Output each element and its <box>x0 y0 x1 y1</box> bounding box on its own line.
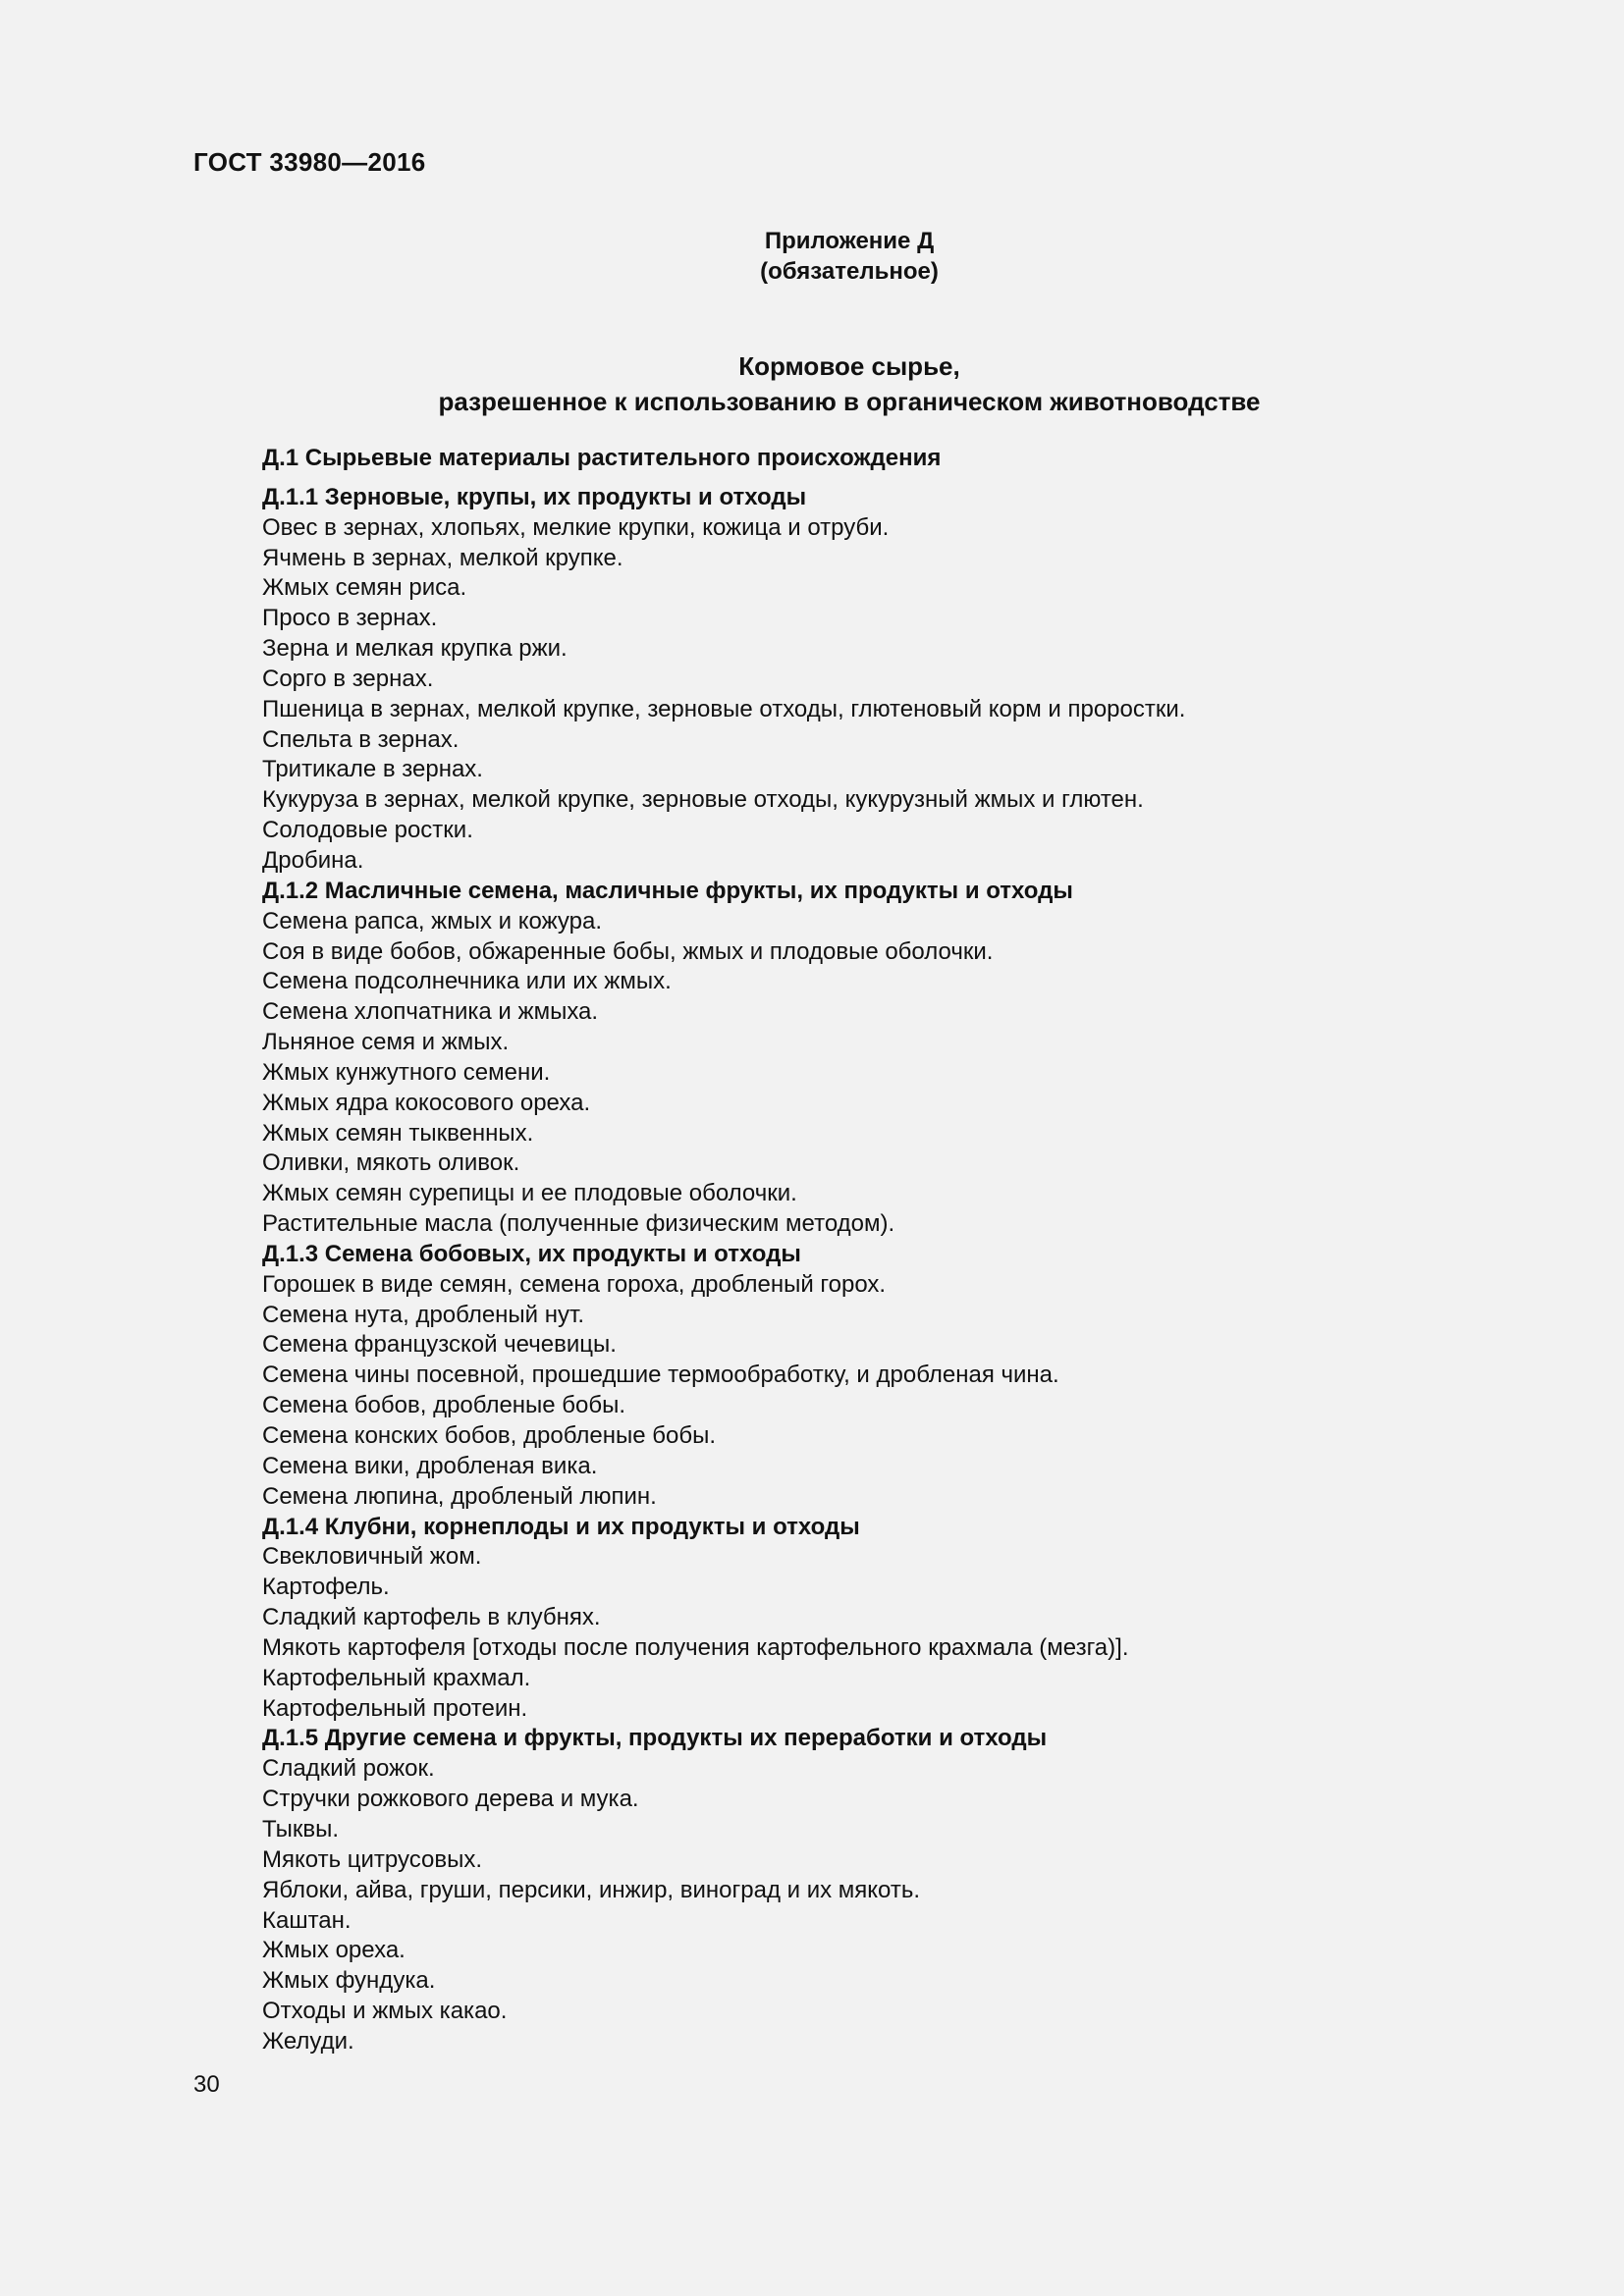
list-item: Стручки рожкового дерева и мука. <box>262 1786 639 1813</box>
list-item: Семена рапса, жмых и кожура. <box>262 907 602 934</box>
subsection <box>262 877 1489 1240</box>
page-number: 30 <box>193 2071 220 2098</box>
annex-content <box>262 444 1489 2057</box>
list-item: Овес в зернах, хлопьях, мелкие крупки, кожица и отруби. <box>262 513 890 541</box>
list-item: Кукуруза в зернах, мелкой крупке, зерновые отходы, кукурузный жмых и глютен. <box>262 786 1144 814</box>
list-item: Жмых фундука. <box>262 1967 436 1995</box>
annex-title-line-2: разрешенное к использованию в органическом животноводстве <box>438 387 1261 416</box>
subsection-heading: Д.1.4 Клубни, корнеплоды и их продукты и отходы <box>262 1513 860 1540</box>
list-item: Семена вики, дробленая вика. <box>262 1452 598 1479</box>
list-item: Жмых кунжутного семени. <box>262 1058 551 1086</box>
list-item: Семена чины посевной, прошедшие термообработку, и дробленая чина. <box>262 1362 1059 1389</box>
list-item: Льняное семя и жмых. <box>262 1029 510 1056</box>
document-code-header: ГОСТ 33980—2016 <box>193 147 426 177</box>
list-item: Растительные масла (полученные физическим методом). <box>262 1210 895 1238</box>
list-item: Семена бобов, дробленые бобы. <box>262 1392 626 1419</box>
list-item: Жмых семян тыквенных. <box>262 1119 534 1147</box>
subsection-heading: Д.1.2 Масличные семена, масличные фрукты, их продукты и отходы <box>262 877 1073 904</box>
list-item: Пшеница в зернах, мелкой крупке, зерновые отходы, глютеновый корм и проростки. <box>262 695 1186 722</box>
section-heading: Д.1 Сырьевые материалы растительного происхождения <box>262 445 942 471</box>
list-item: Картофельный протеин. <box>262 1694 528 1722</box>
list-item: Семена конских бобов, дробленые бобы. <box>262 1422 717 1449</box>
list-item: Жмых семян сурепицы и ее плодовые оболочки. <box>262 1180 797 1207</box>
annex-status: (обязательное) <box>760 258 939 285</box>
list-item: Мякоть картофеля [отходы после получения картофельного крахмала (мезга)]. <box>262 1633 1129 1661</box>
annex-label: Приложение Д <box>764 228 935 254</box>
subsection-heading: Д.1.1 Зерновые, крупы, их продукты и отходы <box>262 483 807 510</box>
list-item: Горошек в виде семян, семена гороха, дробленый горох. <box>262 1270 887 1298</box>
subsection-list <box>262 483 1489 2057</box>
subsection <box>262 1240 1489 1513</box>
list-item: Отходы и жмых какао. <box>262 1998 508 2025</box>
annex-title-line-1: Кормовое сырье, <box>738 351 960 381</box>
list-item: Солодовые ростки. <box>262 817 473 844</box>
list-item: Просо в зернах. <box>262 605 438 632</box>
list-item: Семена подсолнечника или их жмых. <box>262 968 672 995</box>
list-item: Сладкий картофель в клубнях. <box>262 1604 601 1631</box>
list-item: Зерна и мелкая крупка ржи. <box>262 635 568 663</box>
list-item: Семена хлопчатника и жмыха. <box>262 998 599 1026</box>
subsection <box>262 483 1489 877</box>
list-item: Семена люпина, дробленый люпин. <box>262 1482 657 1510</box>
subsection <box>262 1724 1489 2056</box>
list-item: Соя в виде бобов, обжаренные бобы, жмых и плодовые оболочки. <box>262 937 994 965</box>
list-item: Каштан. <box>262 1906 352 1934</box>
subsection-heading: Д.1.5 Другие семена и фрукты, продукты их переработки и отходы <box>262 1725 1048 1752</box>
list-item: Ячмень в зернах, мелкой крупке. <box>262 544 623 571</box>
subsection-heading: Д.1.3 Семена бобовых, их продукты и отходы <box>262 1240 801 1267</box>
list-item: Семена французской чечевицы. <box>262 1331 617 1359</box>
list-item: Сладкий рожок. <box>262 1755 435 1783</box>
list-item: Жмых семян риса. <box>262 574 467 602</box>
list-item: Оливки, мякоть оливок. <box>262 1149 520 1177</box>
list-item: Семена нута, дробленый нут. <box>262 1301 585 1328</box>
annex-title <box>0 348 1624 419</box>
list-item: Дробина. <box>262 846 364 874</box>
list-item: Жмых ядра кокосового ореха. <box>262 1089 591 1116</box>
list-item: Спельта в зернах. <box>262 725 460 753</box>
list-item: Свекловичный жом. <box>262 1543 482 1571</box>
list-item: Желуди. <box>262 2027 354 2055</box>
list-item: Жмых ореха. <box>262 1937 406 1964</box>
list-item: Картофельный крахмал. <box>262 1664 531 1691</box>
list-item: Картофель. <box>262 1574 390 1601</box>
subsection <box>262 1513 1489 1725</box>
list-item: Мякоть цитрусовых. <box>262 1845 482 1873</box>
annex-label-block <box>0 226 1624 287</box>
list-item: Яблоки, айва, груши, персики, инжир, виноград и их мякоть. <box>262 1876 921 1903</box>
list-item: Тыквы. <box>262 1815 340 1842</box>
list-item: Сорго в зернах. <box>262 665 434 692</box>
list-item: Тритикале в зернах. <box>262 756 483 783</box>
